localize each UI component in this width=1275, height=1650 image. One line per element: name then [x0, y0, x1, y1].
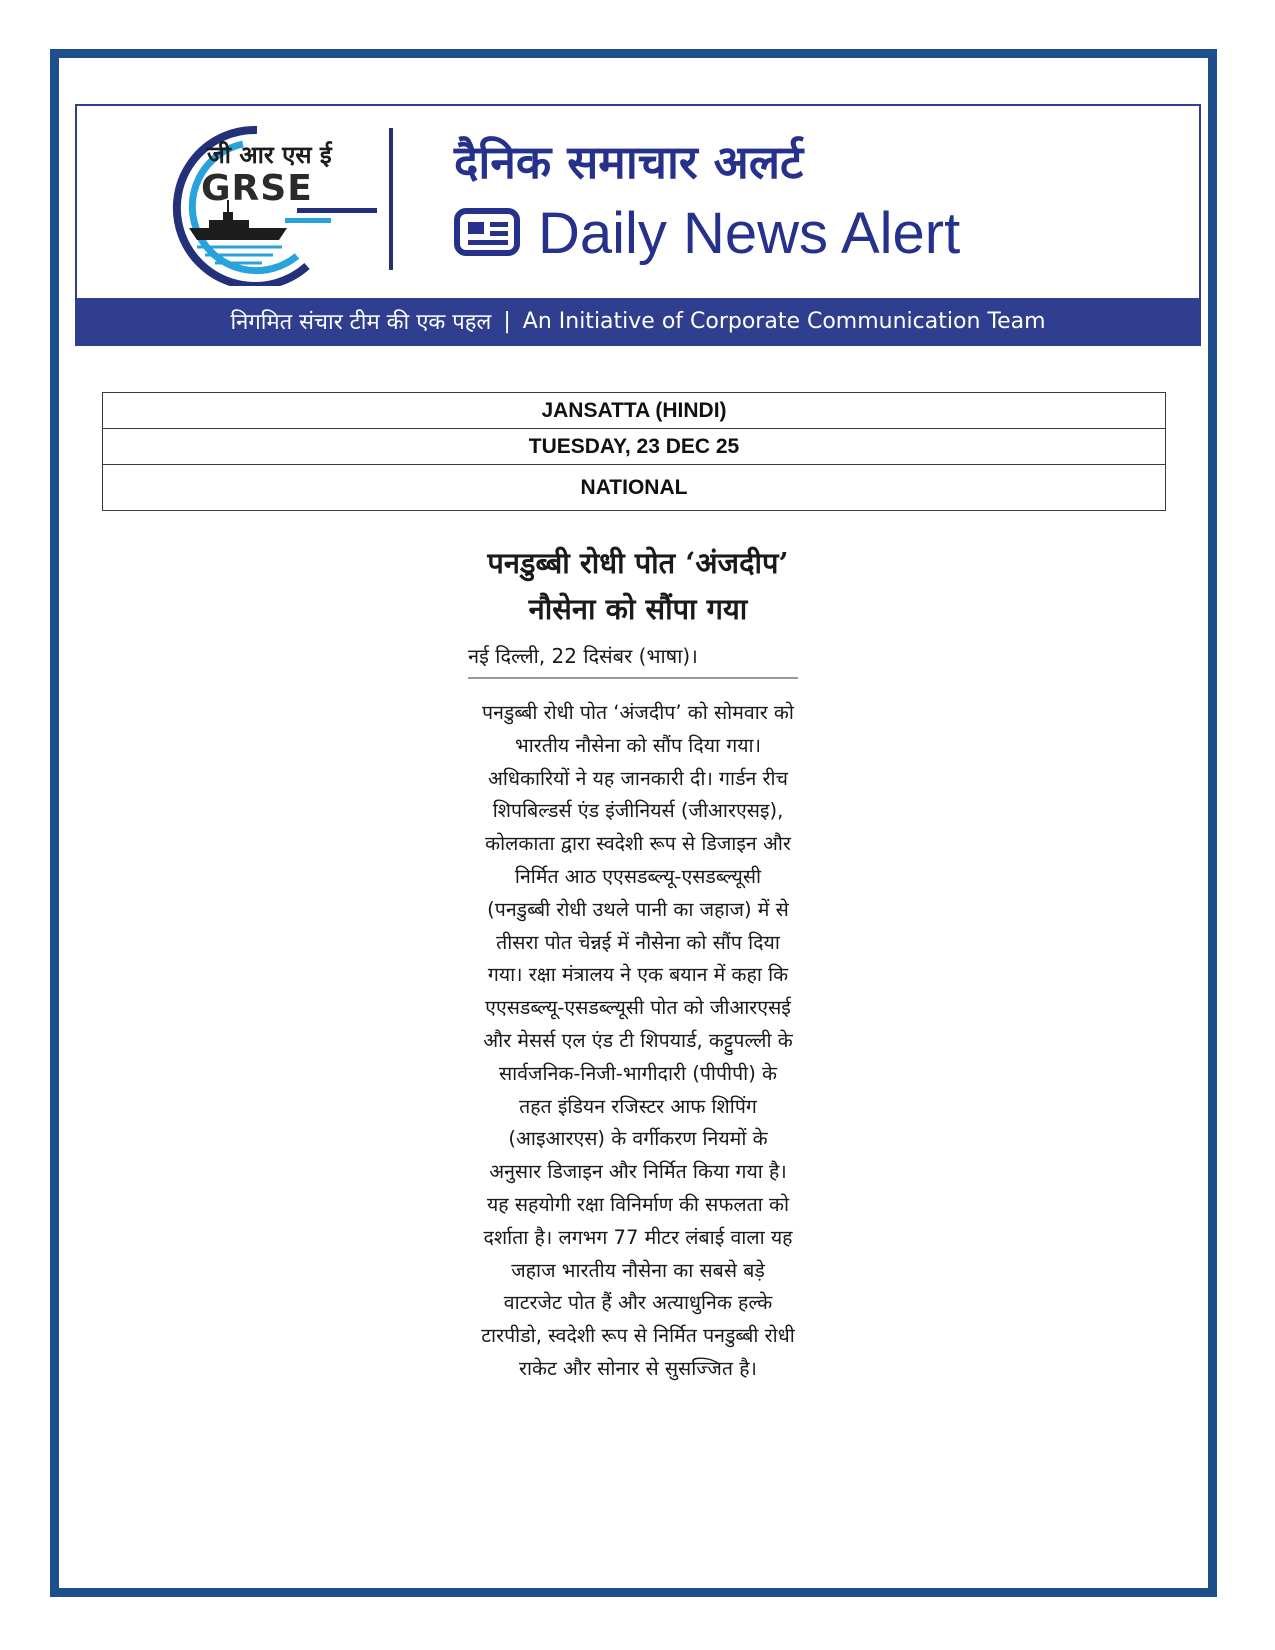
body-line: तीसरा पोत चेन्नई में नौसेना को सौंप दिया: [496, 930, 780, 954]
body-line: (पनडुब्बी रोधी उथले पानी का जहाज) में से: [487, 897, 789, 921]
headline-line: पनडुब्बी रोधी पोत ‘अंजदीप’: [487, 546, 789, 580]
body-line: कोलकाता द्वारा स्वदेशी रूप से डिजाइन और: [485, 832, 791, 856]
logo-hindi-text: जी आर एस ई: [207, 140, 332, 169]
body-line: पनडुब्बी रोधी पोत ‘अंजदीप’ को सोमवार को: [482, 701, 794, 724]
news-article: [468, 540, 808, 1386]
edition-name: NATIONAL: [103, 465, 1166, 511]
daily-news-banner: [75, 104, 1201, 346]
banner-title-english: Daily News Alert: [538, 200, 961, 266]
banner-title-hindi: दैनिक समाचार अलर्ट: [454, 135, 804, 189]
table-row: [103, 465, 1166, 511]
body-line: तहत इंडियन रजिस्टर आफ शिपिंग: [519, 1094, 757, 1118]
body-line: अधिकारियों ने यह जानकारी दी। गार्डन रीच: [488, 766, 788, 790]
banner-divider: [389, 128, 393, 270]
publication-info-table: [102, 392, 1166, 511]
article-headline: [468, 540, 808, 632]
table-row: [103, 393, 1166, 429]
body-line: भारतीय नौसेना को सौंप दिया गया।: [515, 733, 761, 757]
headline-line: नौसेना को सौंपा गया: [528, 592, 748, 626]
body-line: दर्शाता है। लगभग 77 मीटर लंबाई वाला यह: [483, 1225, 793, 1249]
banner-tagline-strip: [77, 298, 1199, 344]
article-dateline: नई दिल्ली, 22 दिसंबर (भाषा)।: [468, 642, 798, 679]
newspaper-name: JANSATTA (HINDI): [103, 393, 1166, 429]
body-line: वाटरजेट पोत हैं और अत्याधुनिक हल्के: [503, 1291, 773, 1315]
table-row: [103, 429, 1166, 465]
body-line: शिपबिल्डर्स एंड इंजीनियर्स (जीआरएसइ),: [492, 799, 784, 823]
body-line: (आइआरएस) के वर्गीकरण नियमों के: [508, 1127, 768, 1151]
body-line: सार्वजनिक-निजी-भागीदारी (पीपीपी) के: [498, 1061, 778, 1085]
banner-title-english-row: [454, 198, 960, 268]
article-body: [468, 697, 808, 1386]
body-line: अनुसार डिजाइन और निर्मित किया गया है।: [489, 1160, 787, 1184]
body-line: एएसडब्ल्यू-एसडब्ल्यूसी पोत को जीआरएसई: [485, 996, 791, 1020]
tagline-hindi: निगमित संचार टीम की एक पहल: [230, 310, 492, 335]
tagline-english: An Initiative of Corporate Communication Team: [522, 308, 1046, 334]
body-line: जहाज भारतीय नौसेना का सबसे बड़े: [511, 1258, 765, 1282]
body-line: राकेट और सोनार से सुसज्जित है।: [519, 1356, 757, 1380]
logo-brand-text: GRSE: [201, 168, 313, 209]
body-line: यह सहयोगी रक्षा विनिर्माण की सफलता को: [486, 1192, 790, 1216]
body-line: निर्मित आठ एएसडब्ल्यू-एसडब्ल्यूसी: [514, 864, 762, 888]
publication-date: TUESDAY, 23 DEC 25: [103, 429, 1166, 465]
tagline-separator: |: [503, 308, 511, 334]
newspaper-icon: [454, 208, 524, 258]
body-line: और मेसर्स एल एंड टी शिपयार्ड, कट्टुपल्ली के: [483, 1028, 793, 1052]
grse-logo-icon: [147, 116, 387, 286]
body-line: गया। रक्षा मंत्रालय ने एक बयान में कहा कि: [487, 963, 789, 987]
body-line: टारपीडो, स्वदेशी रूप से निर्मित पनडुब्बी रोधी: [481, 1324, 795, 1348]
